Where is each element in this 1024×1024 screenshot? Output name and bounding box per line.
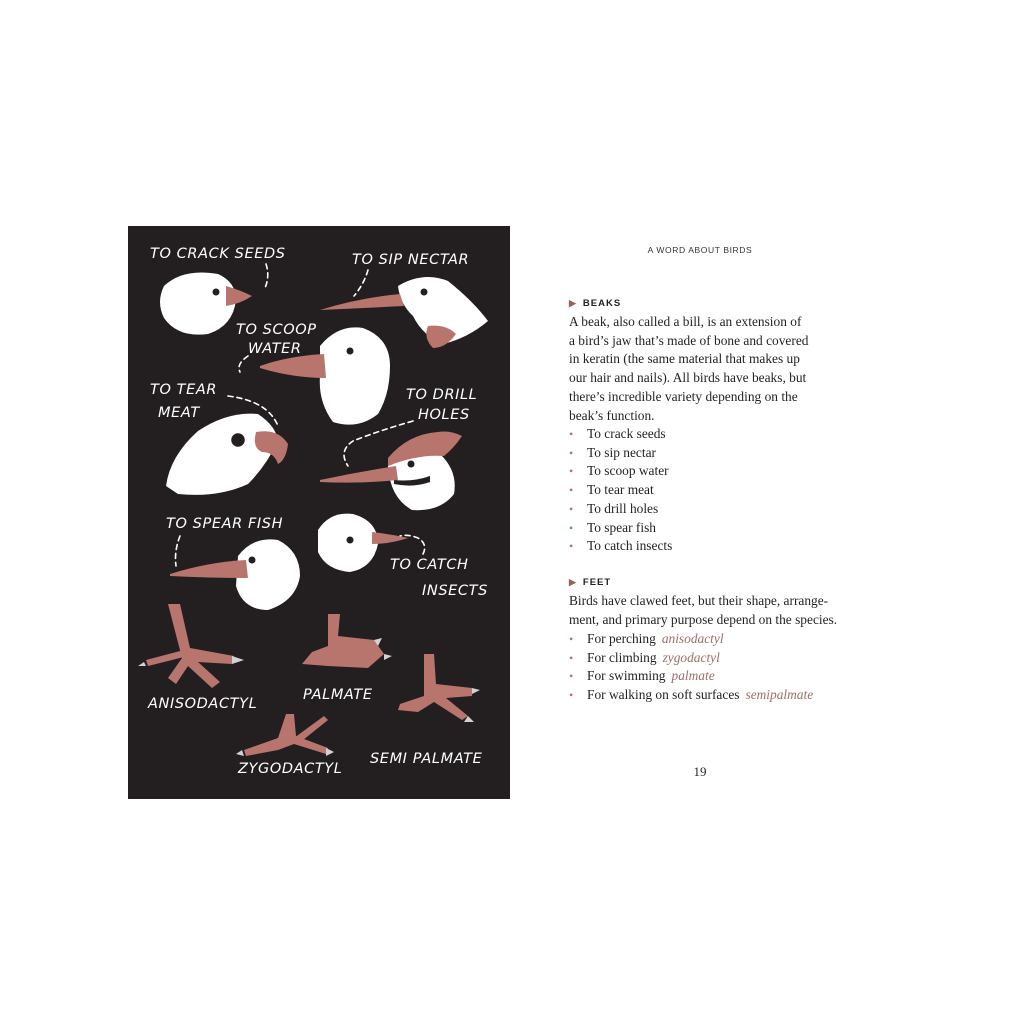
- feet-heading-text: FEET: [582, 577, 612, 588]
- list-item-label: To catch insects: [587, 538, 673, 554]
- paragraph-line: a bird’s jaw that’s made of bone and covered: [569, 332, 809, 348]
- beaks-heading: [569, 298, 621, 309]
- list-item: [569, 686, 813, 705]
- semipalmate-foot: [398, 654, 480, 722]
- heron-head: [170, 539, 300, 610]
- bullet-dot-icon: •: [569, 483, 574, 498]
- label-sip-nectar: TO SIP NECTAR: [352, 252, 470, 268]
- label-anisodactyl: ANISODACTYL: [148, 696, 258, 712]
- list-item: [569, 667, 813, 686]
- beaks-list: [569, 425, 672, 556]
- bullet-dot-icon: •: [569, 650, 574, 665]
- beaks-heading-text: BEAKS: [582, 298, 622, 309]
- list-item-term: palmate: [671, 668, 715, 684]
- triangle-bullet-icon: ▶: [569, 577, 577, 587]
- label-crack-seeds: TO CRACK SEEDS: [150, 246, 286, 262]
- list-item: [569, 444, 672, 463]
- bullet-dot-icon: •: [569, 445, 574, 460]
- zygodactyl-foot: [236, 714, 334, 756]
- bullet-dot-icon: •: [569, 464, 574, 479]
- feet-paragraph: [569, 592, 839, 629]
- list-item-label: For walking on soft surfaces: [587, 687, 740, 703]
- list-item-label: To spear fish: [587, 519, 656, 535]
- paragraph-line: our hair and nails). All birds have beaks, but: [569, 370, 807, 386]
- list-item-term: semipalmate: [745, 687, 814, 703]
- paragraph-line: there’s incredible variety depending on the: [569, 388, 798, 404]
- leader-scoop: [239, 356, 248, 372]
- list-item: [569, 649, 813, 668]
- leader-spear: [176, 536, 181, 566]
- list-item: [569, 537, 672, 556]
- running-head: A WORD ABOUT BIRDS: [647, 245, 753, 255]
- feet-heading: [569, 577, 611, 588]
- paragraph-line: in keratin (the same material that makes up: [569, 351, 800, 367]
- list-item: [569, 500, 672, 519]
- bullet-dot-icon: •: [569, 688, 574, 703]
- label-scoop-2: WATER: [248, 341, 302, 357]
- list-item-label: To tear meat: [587, 482, 654, 498]
- beaks-paragraph: [569, 313, 839, 425]
- list-item: [569, 630, 813, 649]
- label-drill-1: TO DRILL: [406, 387, 478, 403]
- woodpecker-head: [320, 432, 462, 511]
- list-item-label: For swimming: [587, 668, 666, 684]
- bullet-dot-icon: •: [569, 539, 574, 554]
- list-item: [569, 519, 672, 538]
- leader-crack-seeds: [265, 264, 268, 288]
- label-tear-1: TO TEAR: [150, 382, 218, 398]
- eagle-head: [166, 414, 288, 495]
- label-zygodactyl: ZYGODACTYL: [238, 761, 343, 777]
- list-item-label: To drill holes: [587, 500, 659, 516]
- bullet-dot-icon: •: [569, 501, 574, 516]
- paragraph-line: Birds have clawed feet, but their shape, arrange-: [569, 593, 829, 608]
- bullet-dot-icon: •: [569, 669, 574, 684]
- list-item: [569, 462, 672, 481]
- list-item: [569, 425, 672, 444]
- feet-list: [569, 630, 813, 705]
- palmate-foot: [302, 614, 392, 668]
- paragraph-line: ment, and primary purpose depend on the species.: [569, 611, 838, 627]
- label-scoop-1: TO SCOOP: [236, 322, 317, 338]
- list-item-label: To sip nectar: [587, 444, 656, 460]
- label-spear-fish: TO SPEAR FISH: [166, 516, 284, 532]
- label-semipalmate: SEMI PALMATE: [370, 751, 483, 767]
- list-item-label: To scoop water: [587, 463, 669, 479]
- label-tear-2: MEAT: [158, 405, 200, 421]
- label-catch-2: INSECTS: [422, 583, 488, 599]
- label-catch-1: TO CATCH: [390, 557, 469, 573]
- list-item-term: anisodactyl: [661, 631, 724, 646]
- label-drill-2: HOLES: [418, 407, 470, 423]
- label-palmate: PALMATE: [303, 687, 373, 703]
- list-item-label: For perching: [587, 631, 656, 646]
- list-item-label: For climbing: [587, 649, 657, 665]
- paragraph-line: beak’s function.: [569, 407, 655, 423]
- bullet-dot-icon: •: [569, 427, 574, 441]
- bullet-dot-icon: •: [569, 632, 574, 646]
- list-item-term: zygodactyl: [662, 649, 720, 665]
- list-item-label: To crack seeds: [587, 426, 666, 441]
- triangle-bullet-icon: ▶: [569, 298, 577, 308]
- illustration-canvas: [128, 226, 510, 799]
- bullet-dot-icon: •: [569, 520, 574, 535]
- list-item: [569, 481, 672, 500]
- paragraph-line: A beak, also called a bill, is an extension of: [569, 314, 802, 329]
- anisodactyl-foot: [138, 604, 244, 688]
- leader-sip-nectar: [354, 270, 368, 296]
- page-number: 19: [693, 764, 707, 779]
- bird-illustration: [128, 226, 510, 799]
